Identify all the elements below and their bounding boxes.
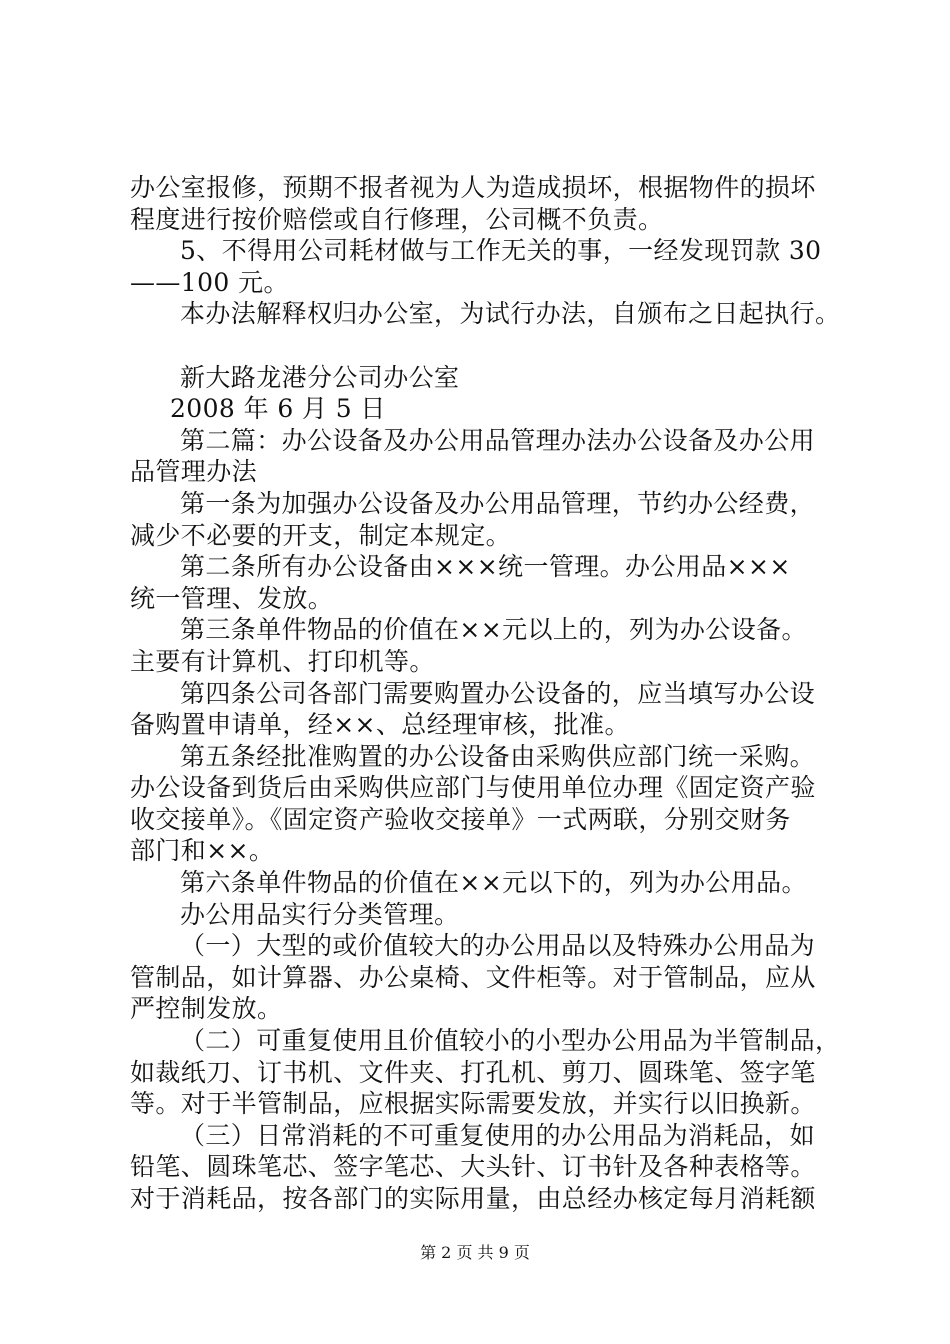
text-line: 办公设备到货后由采购供应部门与使用单位办理《固定资产验 [130, 773, 816, 803]
text-line: 本办法解释权归办公室，为试行办法，自颁布之日起执行。 [180, 299, 841, 329]
text-line: 管制品，如计算器、办公桌椅、文件柜等。对于管制品，应从 [130, 962, 816, 992]
text-line: 如裁纸刀、订书机、文件夹、打孔机、剪刀、圆珠笔、签字笔 [130, 1057, 816, 1087]
text-line: 减少不必要的开支，制定本规定。 [130, 520, 512, 550]
text-line: 办公室报修，预期不报者视为人为造成损坏，根据物件的损坏 [130, 173, 816, 202]
text-line: 第二条所有办公设备由×××统一管理。办公用品××× [180, 552, 791, 582]
text-line: 等。对于半管制品，应根据实际需要发放，并实行以旧换新。 [130, 1089, 816, 1119]
page-footer: 第 2 页 共 9 页 [420, 1243, 530, 1262]
text-line: 备购置申请单，经××、总经理审核，批准。 [130, 710, 630, 740]
text-line: （三）日常消耗的不可重复使用的办公用品为消耗品，如 [180, 1120, 816, 1150]
text-line: 对于消耗品，按各部门的实际用量，由总经办核定每月消耗额 [130, 1184, 816, 1213]
text-line: 第一条为加强办公设备及办公用品管理，节约办公经费， [180, 488, 816, 518]
text-line: 2008 年 6 月 5 日 [170, 394, 386, 424]
text-line: 新大路龙港分公司办公室 [180, 362, 460, 392]
text-line: （一）大型的或价值较大的办公用品以及特殊办公用品为 [180, 931, 816, 961]
text-line: 第六条单件物品的价值在××元以下的，列为办公用品。 [180, 868, 807, 898]
text-line: 统一管理、发放。 [130, 583, 334, 613]
text-line: （二）可重复使用且价值较小的小型办公用品为半管制品， [180, 1026, 841, 1056]
text-line: 第五条经批准购置的办公设备由采购供应部门统一采购。 [180, 741, 816, 771]
text-line: 第三条单件物品的价值在××元以上的，列为办公设备。 [180, 615, 807, 645]
text-line: 品管理办法 [130, 457, 258, 487]
text-line: 办公用品实行分类管理。 [180, 899, 460, 929]
document-body [130, 172, 841, 1215]
text-line: 铅笔、圆珠笔芯、签字笔芯、大头针、订书针及各种表格等。 [130, 1152, 816, 1182]
text-line: 第二篇：办公设备及办公用品管理办法办公设备及办公用 [180, 425, 816, 455]
text-line: 第四条公司各部门需要购置办公设备的，应当填写办公设 [180, 678, 816, 708]
text-line: ——100 元。 [130, 267, 289, 297]
text-line: 部门和××。 [130, 836, 275, 866]
text-line: 主要有计算机、打印机等。 [130, 646, 435, 676]
text-line: 收交接单》。《固定资产验收交接单》一式两联，分别交财务 [130, 804, 791, 834]
text-line: 5、不得用公司耗材做与工作无关的事，一经发现罚款 30 [180, 236, 822, 266]
text-line [130, 330, 830, 362]
text-line: 程度进行按价赔偿或自行修理，公司概不负责。 [130, 204, 664, 234]
text-line: 严控制发放。 [130, 994, 283, 1024]
